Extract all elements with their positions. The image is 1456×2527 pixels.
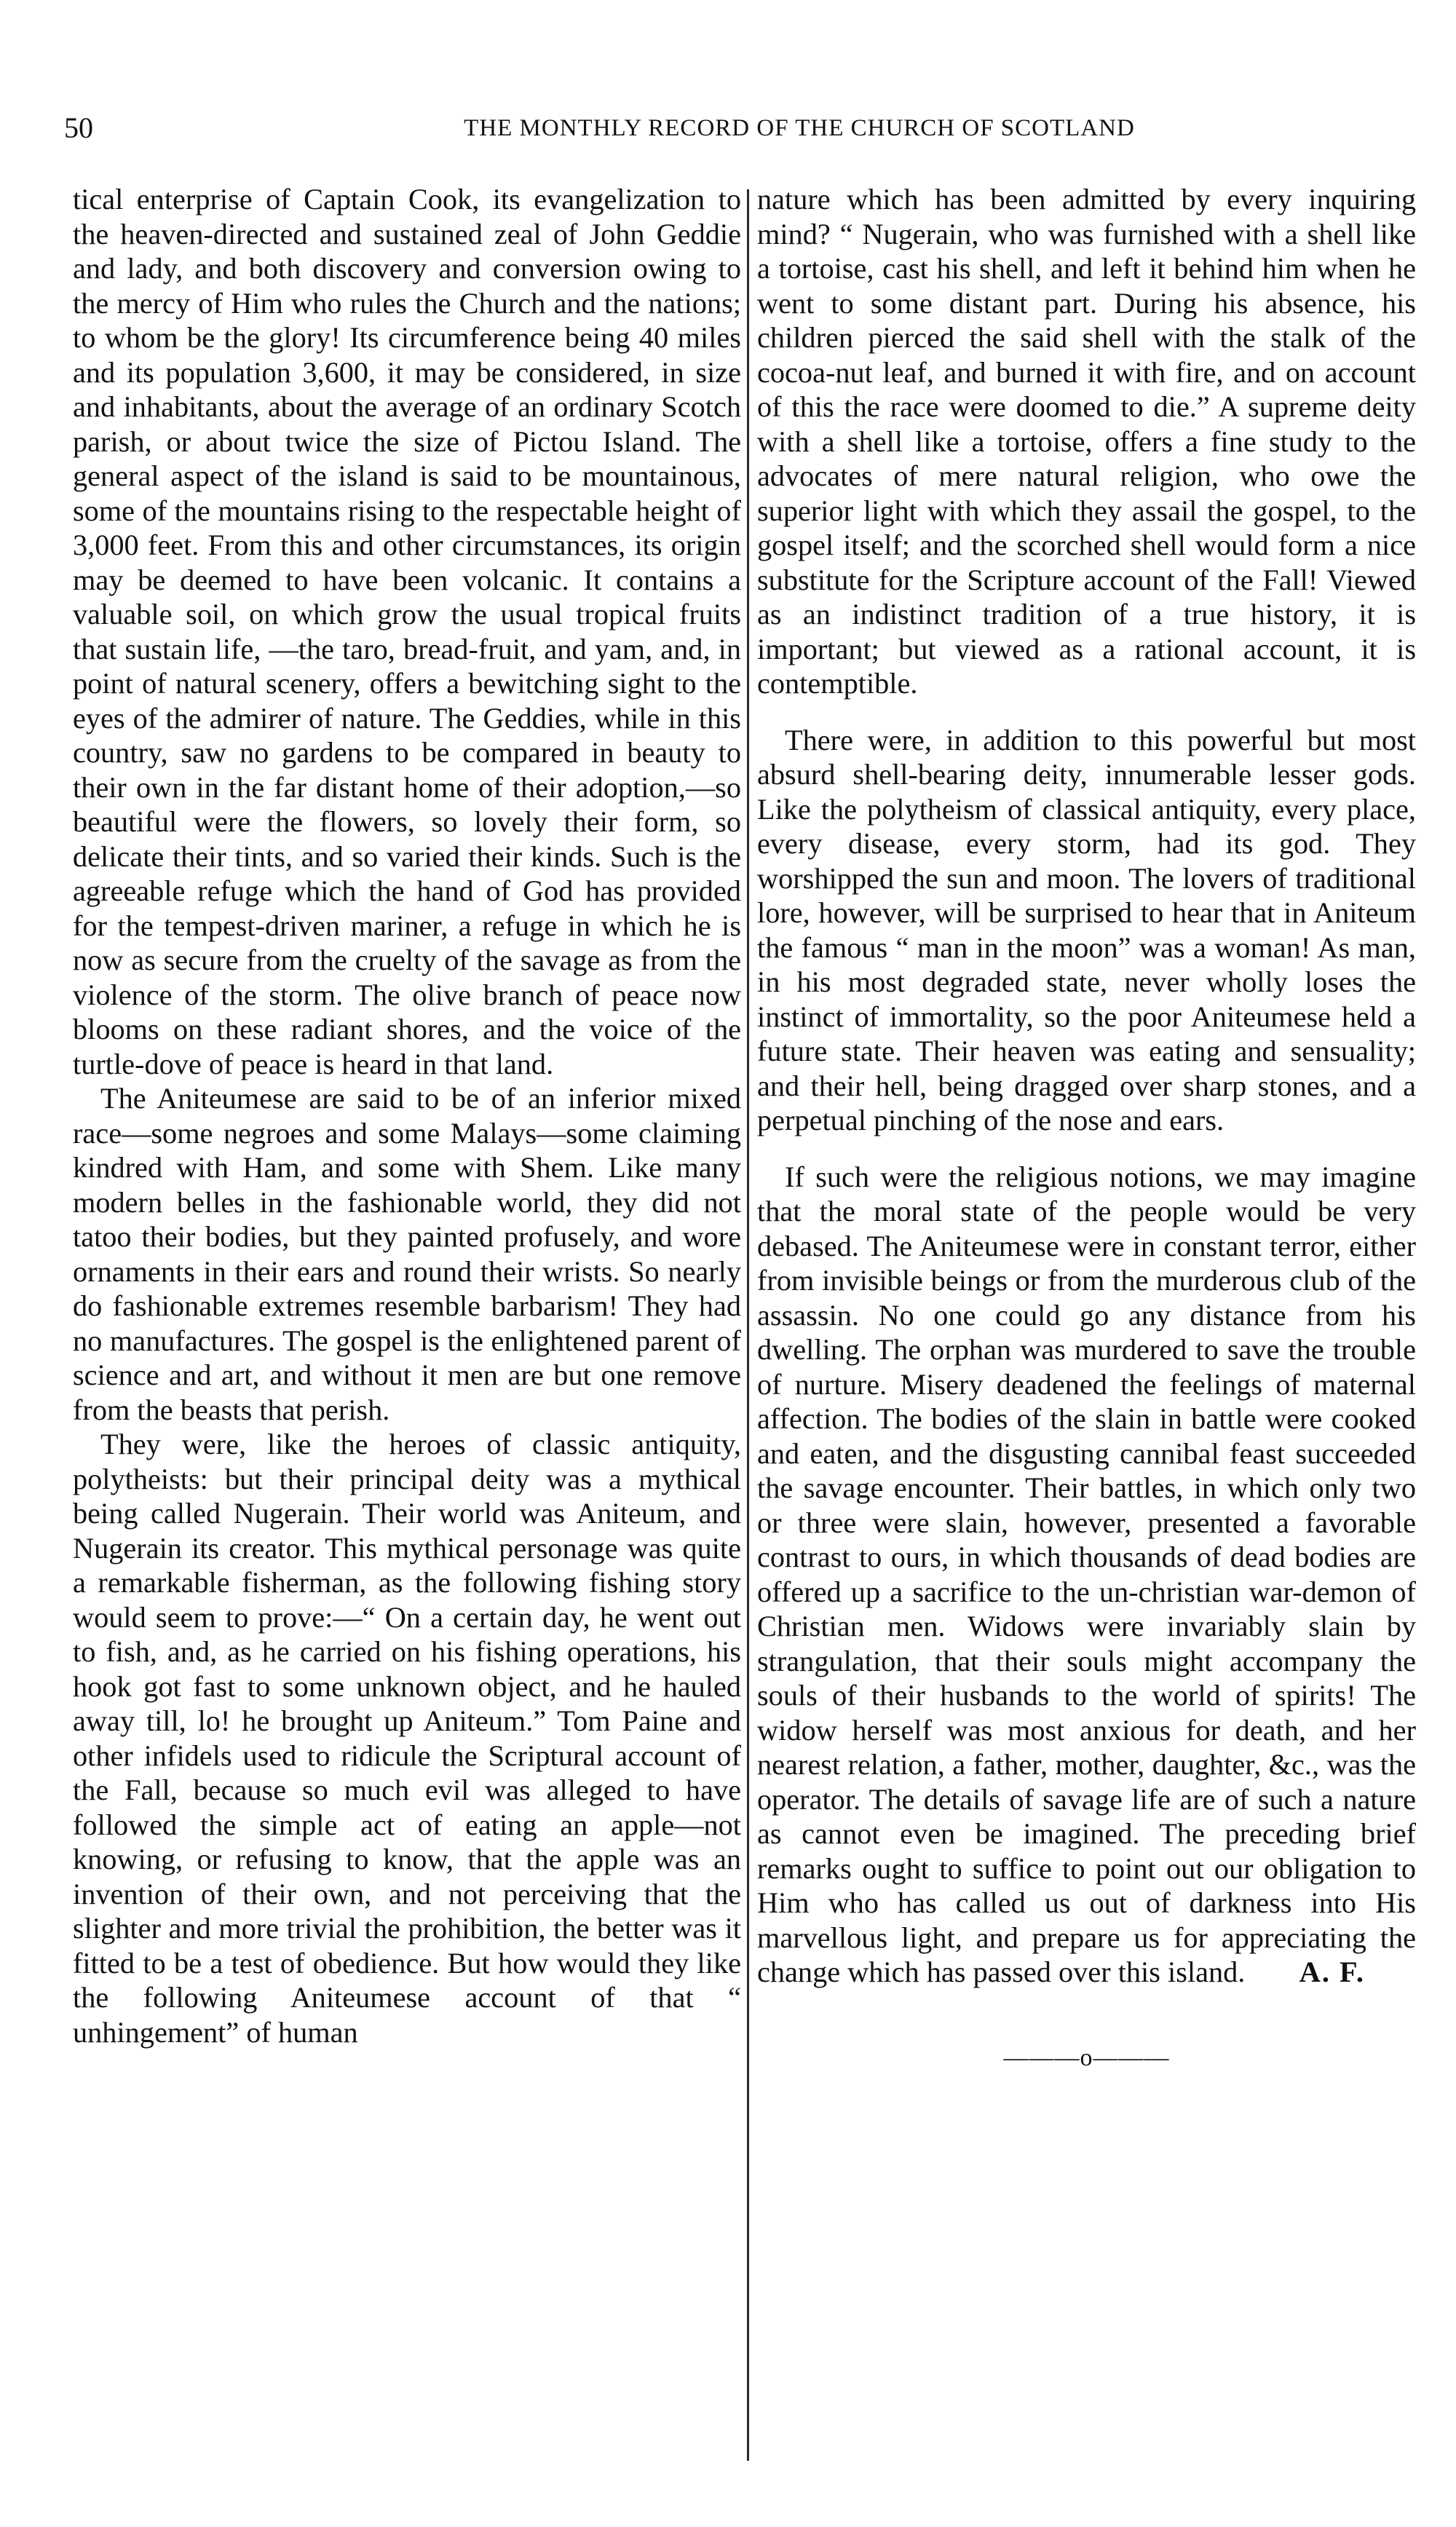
journal-title: THE MONTHLY RECORD OF THE CHURCH OF SCOTLAND xyxy=(464,115,1135,141)
author-signature: A. F. xyxy=(1299,1955,1365,1988)
right-paragraph-1: nature which has been admitted by every inquiring mind? “ Nugerain, who was furnished with a shell like a tortoise, cast his shell, and left it behind him when he went to some distant part. During his absence, his children pierced the said shell with the stalk of the cocoa-nut leaf, and burned it with fire, and on account of this the race were doomed to die.” A supreme deity with a shell like a tortoise, offers a fine study to the advocates of mere natural religion, who owe the superior light with which they assail the gospel, to the gospel itself; and the scorched shell would form a nice substitute for the Scripture account of the Fall! Viewed as an indistinct tradition of a true history, it is important; but viewed as a rational account, it is contemptible. xyxy=(757,183,1416,700)
right-paragraph-2: There were, in addition to this powerful but most absurd shell-bearing deity, innumerable lesser gods. Like the polytheism of classical antiquity, every place, every disease, every storm, had its god. They worshipped the sun and moon. The lovers of traditional lore, however, will be surprised to hear that in Aniteum the famous “ man in the moon” was a woman! As man, in his most degraded state, never wholly loses the instinct of immortality, so the poor Aniteumese held a future state. Their heaven was eating and sensuality; and their hell, being dragged over sharp stones, and a perpetual pinching of the nose and ears. xyxy=(757,723,1416,1136)
left-paragraph-3: They were, like the heroes of classic antiquity, polytheists: but their principal deity was a mythical being called Nugerain. Their world was Aniteum, and Nugerain its creator. This mythical personage was quite a remarkable fisherman, as the following fishing story would seem to prove:—“ On a certain day, he went out to fish, and, as he carried on his fishing operations, his hook got fast to some unknown object, and he hauled away till, lo! he brought up Aniteum.” Tom Paine and other infidels used to ridicule the Scriptural account of the Fall, because so much evil was alleged to have followed the simple act of eating an apple—not knowing, or refusing to know, that the apple was an invention of their own, and not perceiving that the slighter and more trivial the prohibition, the better was it fitted to be a test of obedience. But how would they like the following Aniteumese account of that “ unhingement” of human xyxy=(73,1428,741,2049)
right-column xyxy=(757,182,1416,2468)
left-paragraph-2: The Aniteumese are said to be of an inferior mixed race—some negroes and some Malays—some claiming kindred with Ham, and some with Shem. Like many modern belles in the fashionable world, they did not tatoo their bodies, but they painted profusely, and wore ornaments in their ears and round their wrists. So nearly do fashionable extremes resemble barbarism! They had no manufactures. The gospel is the enlightened parent of science and art, and without it men are but one remove from the beasts that perish. xyxy=(73,1082,741,1426)
right-paragraph-3: If such were the religious notions, we may imagine that the moral state of the people would be very debased. The Aniteumese were in constant terror, either from invisible beings or from the murderous club of the assassin. No one could go any distance from his dwelling. The orphan was murdered to save the trouble of nurture. Misery deadened the feelings of maternal affection. The bodies of the slain in battle were cooked and eaten, and the disgusting cannibal feast succeeded the savage encounter. Their battles, in which only two or three were slain, however, presented a favorable contrast to ours, in which thousands of dead bodies are offered up a sacrifice to the un-christian war-demon of Christian men. Widows were invariably slain by strangulation, that their souls might accompany the souls of their husbands to the world of spirits! The widow herself was most anxious for death, and her nearest relation, a father, mother, daughter, &c., was the operator. The details of savage life are of such a nature as cannot even be imagined. The preceding brief remarks ought to suffice to point out our obligation to Him who has called us out of darkness into His marvellous light, and prepare us for appreciating the change which has passed over this island. xyxy=(757,1160,1416,1988)
running-head xyxy=(64,111,1404,154)
column-divider xyxy=(747,189,749,2461)
end-ornament: ———o——— xyxy=(1003,2044,1170,2071)
left-paragraph-1: tical enterprise of Captain Cook, its evangelization to the heaven-directed and sustained zeal of John Geddie and lady, and both discovery and conversion owing to the mercy of Him who rules the Church and the nations; to whom be the glory! Its circumference being 40 miles and its population 3,600, it may be considered, in size and inhabitants, about the average of an ordinary Scotch parish, or about twice the size of Pictou Island. The general aspect of the island is said to be mountainous, some of the mountains rising to the respectable height of 3,000 feet. From this and other circumstances, its origin may be deemed to have been volcanic. It contains a valuable soil, on which grow the usual tropical fruits that sustain life, —the taro, bread-fruit, and yam, and, in point of natural scenery, offers a bewitching sight to the eyes of the admirer of nature. The Geddies, while in this country, saw no gardens to be compared in beauty to their own in the far distant home of their adoption,—so beautiful were the flowers, so lovely their form, so delicate their tints, and so varied their kinds. Such is the agreeable refuge which the hand of God has provided for the tempest-driven mariner, a refuge in which he is now as secure from the cruelty of the savage as from the violence of the storm. The olive branch of peace now blooms on these radiant shores, and the voice of the turtle-dove of peace is heard in that land. xyxy=(73,183,741,1080)
left-column xyxy=(73,182,741,2468)
page-number: 50 xyxy=(64,111,93,144)
